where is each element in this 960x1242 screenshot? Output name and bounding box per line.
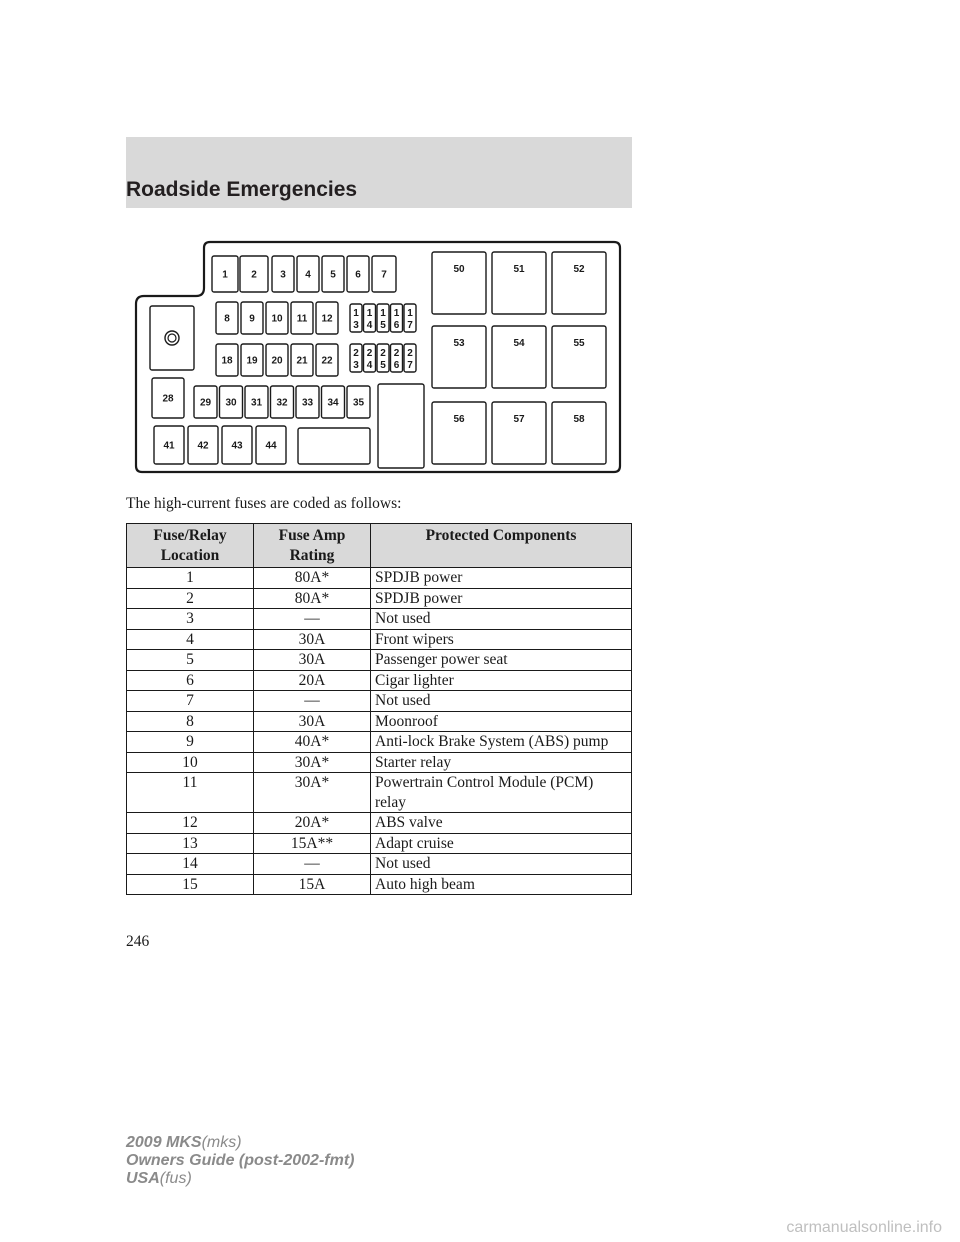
cell-amp-rating: — [254, 609, 371, 630]
relay-57 [492, 402, 546, 464]
cell-component: Not used [371, 609, 632, 630]
cell-location: 3 [127, 609, 254, 630]
mini-fuse-label-17-a: 1 [407, 308, 413, 319]
footer-line-3 [126, 1170, 354, 1188]
footer-line-2 [126, 1152, 354, 1170]
mini-fuse-label-25-a: 2 [380, 348, 386, 359]
table-row [127, 691, 632, 712]
fuse-label-32: 32 [276, 397, 288, 409]
fuse-box-diagram [134, 240, 624, 476]
table-header-row [127, 524, 632, 568]
relay-52 [552, 252, 606, 314]
cell-component: Powertrain Control Module (PCM) relay [371, 773, 632, 813]
fuse-label-21: 21 [296, 355, 308, 367]
fuse-label-5: 5 [330, 269, 336, 281]
cell-location: 14 [127, 854, 254, 875]
relay-label-57: 57 [513, 414, 525, 425]
relay-53 [432, 326, 486, 388]
cell-component: Front wipers [371, 629, 632, 650]
cell-location: 8 [127, 711, 254, 732]
mini-fuse-label-24-b: 4 [366, 360, 373, 371]
fuse-label-31: 31 [250, 397, 263, 409]
footer-model: 2009 MKS [126, 1134, 202, 1151]
small-fuse-block [378, 384, 424, 468]
mini-fuse-label-27-a: 2 [407, 348, 413, 359]
fuse-label-30: 30 [225, 397, 237, 409]
document-footer [126, 1134, 354, 1188]
column-header-components: Protected Components [371, 524, 632, 568]
cell-component: SPDJB power [371, 588, 632, 609]
footer-guide: Owners Guide (post-2002-fmt) [126, 1152, 355, 1169]
cell-location: 11 [127, 773, 254, 813]
footer-model-code: (mks) [201, 1134, 242, 1151]
footer-market-code: (fus) [159, 1170, 192, 1187]
footer-line-1 [126, 1134, 354, 1152]
footer-market: USA [126, 1170, 160, 1187]
cell-amp-rating: 40A* [254, 732, 371, 753]
cell-component: Moonroof [371, 711, 632, 732]
mini-fuse-block-45-49 [298, 428, 370, 464]
fuse-label-20: 20 [271, 355, 283, 367]
table-row [127, 752, 632, 773]
table-row [127, 732, 632, 753]
fuse-label-4: 4 [305, 269, 311, 281]
cell-amp-rating: 15A [254, 874, 371, 895]
mini-fuse-label-14-b: 4 [366, 320, 373, 331]
cell-component: Cigar lighter [371, 670, 632, 691]
relay-50 [432, 252, 486, 314]
table-row [127, 629, 632, 650]
fuse-label-41: 41 [163, 440, 175, 452]
cell-component: Adapt cruise [371, 833, 632, 854]
intro-text: The high-current fuses are coded as follows: [126, 495, 402, 512]
cell-amp-rating: — [254, 691, 371, 712]
cell-location: 15 [127, 874, 254, 895]
mini-fuse-label-27-b: 7 [407, 360, 413, 371]
fuse-label-6: 6 [355, 269, 361, 281]
cell-amp-rating: 80A* [254, 568, 371, 589]
relay-58 [552, 402, 606, 464]
mini-fuse-label-25-b: 5 [380, 360, 386, 371]
fuse-label-22: 22 [321, 355, 333, 367]
cell-location: 1 [127, 568, 254, 589]
fuse-label-11: 11 [296, 313, 308, 325]
cell-amp-rating: 30A* [254, 773, 371, 813]
cell-location: 12 [127, 813, 254, 834]
mini-fuse-label-15-a: 1 [380, 308, 386, 319]
cell-component: Starter relay [371, 752, 632, 773]
table-row [127, 773, 632, 813]
cell-component: Anti-lock Brake System (ABS) pump [371, 732, 632, 753]
cell-location: 2 [127, 588, 254, 609]
fuse-label-18: 18 [221, 355, 233, 367]
table-row [127, 833, 632, 854]
fuse-label-2: 2 [251, 269, 257, 281]
cell-component: Passenger power seat [371, 650, 632, 671]
fuse-label-19: 19 [246, 355, 258, 367]
table-row [127, 813, 632, 834]
mini-fuse-label-16-b: 6 [393, 320, 400, 331]
cell-location: 7 [127, 691, 254, 712]
column-header-location: Fuse/Relay Location [127, 524, 254, 568]
table-row [127, 609, 632, 630]
fuse-label-33: 33 [301, 397, 314, 409]
column-header-amp-rating: Fuse Amp Rating [254, 524, 371, 568]
fuse-label-44: 44 [265, 440, 277, 452]
relay-label-53: 53 [453, 338, 465, 349]
fuse-label-28: 28 [162, 393, 174, 405]
mini-fuse-label-17-b: 7 [407, 320, 413, 331]
table-row [127, 670, 632, 691]
fuse-label-34: 34 [327, 397, 339, 409]
cell-amp-rating: 30A [254, 629, 371, 650]
relay-label-54: 54 [513, 338, 525, 349]
table-row [127, 588, 632, 609]
relay-56 [432, 402, 486, 464]
cell-amp-rating: 30A [254, 711, 371, 732]
table-row [127, 711, 632, 732]
watermark: carmanualsonline.info [786, 1219, 942, 1236]
fuse-label-12: 12 [321, 313, 333, 325]
fuse-label-10: 10 [271, 313, 283, 325]
cell-component: Not used [371, 854, 632, 875]
fuse-label-1: 1 [222, 269, 228, 281]
fuse-label-9: 9 [249, 313, 255, 325]
cell-amp-rating: — [254, 854, 371, 875]
table-row [127, 650, 632, 671]
cell-location: 6 [127, 670, 254, 691]
relay-55 [552, 326, 606, 388]
fuse-label-7: 7 [381, 269, 387, 281]
cell-location: 5 [127, 650, 254, 671]
table-row [127, 874, 632, 895]
fuse-label-35: 35 [352, 397, 365, 409]
cell-amp-rating: 30A [254, 650, 371, 671]
cell-component: Not used [371, 691, 632, 712]
table-row [127, 568, 632, 589]
mini-fuse-label-26-a: 2 [393, 348, 400, 359]
section-title: Roadside Emergencies [126, 178, 358, 201]
socket-housing [150, 306, 194, 370]
cell-location: 13 [127, 833, 254, 854]
fuse-label-8: 8 [224, 313, 230, 325]
relay-label-51: 51 [513, 264, 525, 275]
mini-fuse-label-13-b: 3 [353, 320, 359, 331]
table-row [127, 854, 632, 875]
fuse-label-42: 42 [197, 440, 209, 452]
fuse-label-29: 29 [199, 397, 212, 409]
mini-fuse-label-23-b: 3 [353, 360, 359, 371]
relay-label-55: 55 [573, 338, 585, 349]
cell-component: Auto high beam [371, 874, 632, 895]
fuse-label-43: 43 [231, 440, 243, 452]
mini-fuse-label-15-b: 5 [380, 320, 386, 331]
mini-fuse-label-26-b: 6 [393, 360, 400, 371]
relay-54 [492, 326, 546, 388]
mini-fuse-label-24-a: 2 [366, 348, 373, 359]
cell-amp-rating: 80A* [254, 588, 371, 609]
page-number: 246 [126, 933, 150, 950]
cell-amp-rating: 20A* [254, 813, 371, 834]
cell-location: 9 [127, 732, 254, 753]
mini-fuse-label-13-a: 1 [353, 308, 359, 319]
cell-amp-rating: 15A** [254, 833, 371, 854]
cell-component: ABS valve [371, 813, 632, 834]
cell-component: SPDJB power [371, 568, 632, 589]
cell-amp-rating: 20A [254, 670, 371, 691]
relay-label-50: 50 [453, 264, 465, 275]
relay-label-56: 56 [453, 414, 465, 425]
relay-label-52: 52 [573, 264, 585, 275]
mini-fuse-label-23-a: 2 [353, 348, 359, 359]
cell-location: 10 [127, 752, 254, 773]
fuse-label-3: 3 [280, 269, 286, 281]
mini-fuse-label-14-a: 1 [366, 308, 373, 319]
cell-amp-rating: 30A* [254, 752, 371, 773]
relay-51 [492, 252, 546, 314]
mini-fuse-label-16-a: 1 [393, 308, 400, 319]
cell-location: 4 [127, 629, 254, 650]
relay-label-58: 58 [573, 414, 585, 425]
fuse-table [126, 523, 632, 895]
